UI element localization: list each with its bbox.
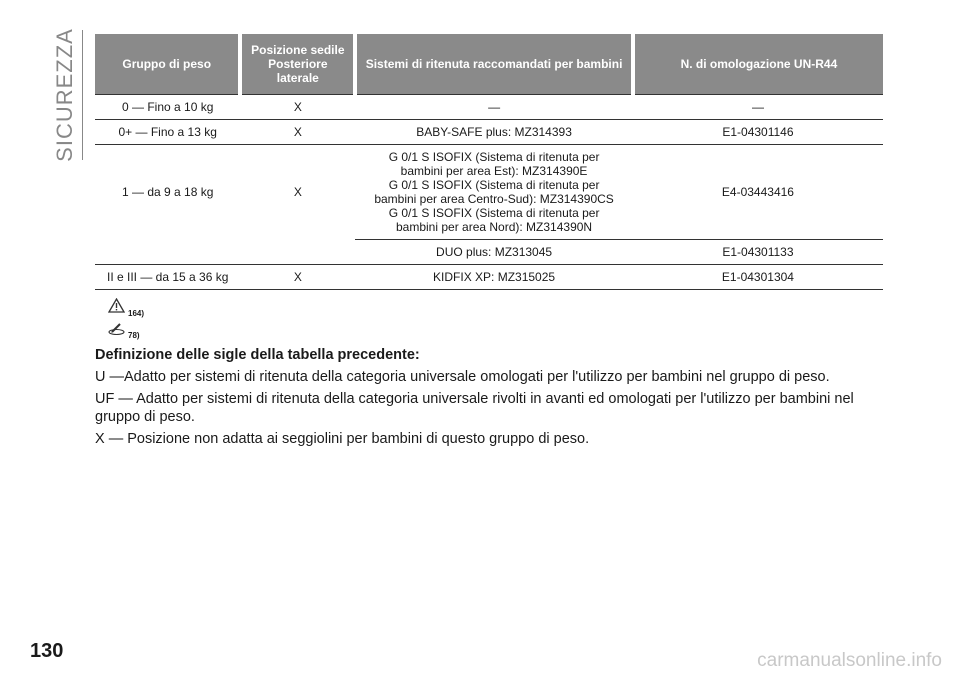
cell-position (240, 240, 355, 265)
warning-ref-number: 164) (128, 309, 145, 318)
definition-item: X — Posizione non adatta ai seggiolini per bambini di questo gruppo di peso. (95, 431, 590, 447)
note-reference[interactable] (108, 322, 140, 340)
section-title-text: SICUREZZA (52, 28, 77, 162)
header-weight-group: Gruppo di peso (95, 34, 240, 95)
cell-position: X (240, 120, 355, 145)
warning-reference[interactable] (108, 298, 144, 318)
system-line: bambini per area Est): MZ314390E (400, 164, 588, 178)
cell-approval: — (633, 95, 883, 120)
system-line: G 0/1 S ISOFIX (Sistema di ritenuta per (388, 178, 600, 192)
cell-system: KIDFIX XP: MZ315025 (355, 265, 633, 290)
table-row (95, 145, 883, 240)
definitions-section (95, 346, 895, 452)
cell-weight-group: 0+ — Fino a 13 kg (95, 120, 240, 145)
cell-weight-group: 0 — Fino a 10 kg (95, 95, 240, 120)
child-seat-table (95, 34, 883, 290)
note-ref-number: 78) (128, 331, 140, 340)
cell-position: X (240, 95, 355, 120)
table-row (95, 120, 883, 145)
warning-triangle-icon (108, 298, 125, 318)
header-restraint-systems: Sistemi di ritenuta raccomandati per bambini (355, 34, 633, 95)
header-seat-position: Posizione sedile Posteriore laterale (240, 34, 355, 95)
cell-approval: E4-03443416 (633, 145, 883, 240)
definitions-title: Definizione delle sigle della tabella precedente: (95, 347, 420, 363)
table-row (95, 95, 883, 120)
cell-system: BABY-SAFE plus: MZ314393 (355, 120, 633, 145)
system-line: G 0/1 S ISOFIX (Sistema di ritenuta per (388, 206, 600, 220)
note-pencil-icon (108, 322, 125, 340)
table-header-row (95, 34, 883, 95)
header-approval-number: N. di omologazione UN-R44 (633, 34, 883, 95)
definition-item: U —Adatto per sistemi di ritenuta della categoria universale omologati per l'utilizzo per bambini nel gruppo di peso. (95, 369, 830, 385)
system-line: bambini per area Centro-Sud): MZ314390CS (374, 192, 614, 206)
system-line: bambini per area Nord): MZ314390N (396, 220, 593, 234)
table-row (95, 240, 883, 265)
cell-approval: E1-04301133 (633, 240, 883, 265)
cell-system (355, 145, 633, 240)
cell-system: — (355, 95, 633, 120)
cell-weight-group: 1 — da 9 a 18 kg (95, 145, 240, 240)
watermark: carmanualsonline.info (757, 650, 942, 671)
cell-approval: E1-04301146 (633, 120, 883, 145)
section-title (50, 30, 80, 160)
cell-system: DUO plus: MZ313045 (355, 240, 633, 265)
cell-position: X (240, 145, 355, 240)
cell-weight-group: II e III — da 15 a 36 kg (95, 265, 240, 290)
cell-weight-group (95, 240, 240, 265)
table-row (95, 265, 883, 290)
cell-approval: E1-04301304 (633, 265, 883, 290)
section-title-rule (82, 30, 83, 160)
definition-item: UF — Adatto per sistemi di ritenuta della categoria universale rivolti in avanti ed omologati per l'utilizzo per bambini nel gruppo di peso. (95, 391, 854, 425)
page-number: 130 (30, 640, 64, 662)
cell-position: X (240, 265, 355, 290)
system-line: G 0/1 S ISOFIX (Sistema di ritenuta per (388, 150, 600, 164)
